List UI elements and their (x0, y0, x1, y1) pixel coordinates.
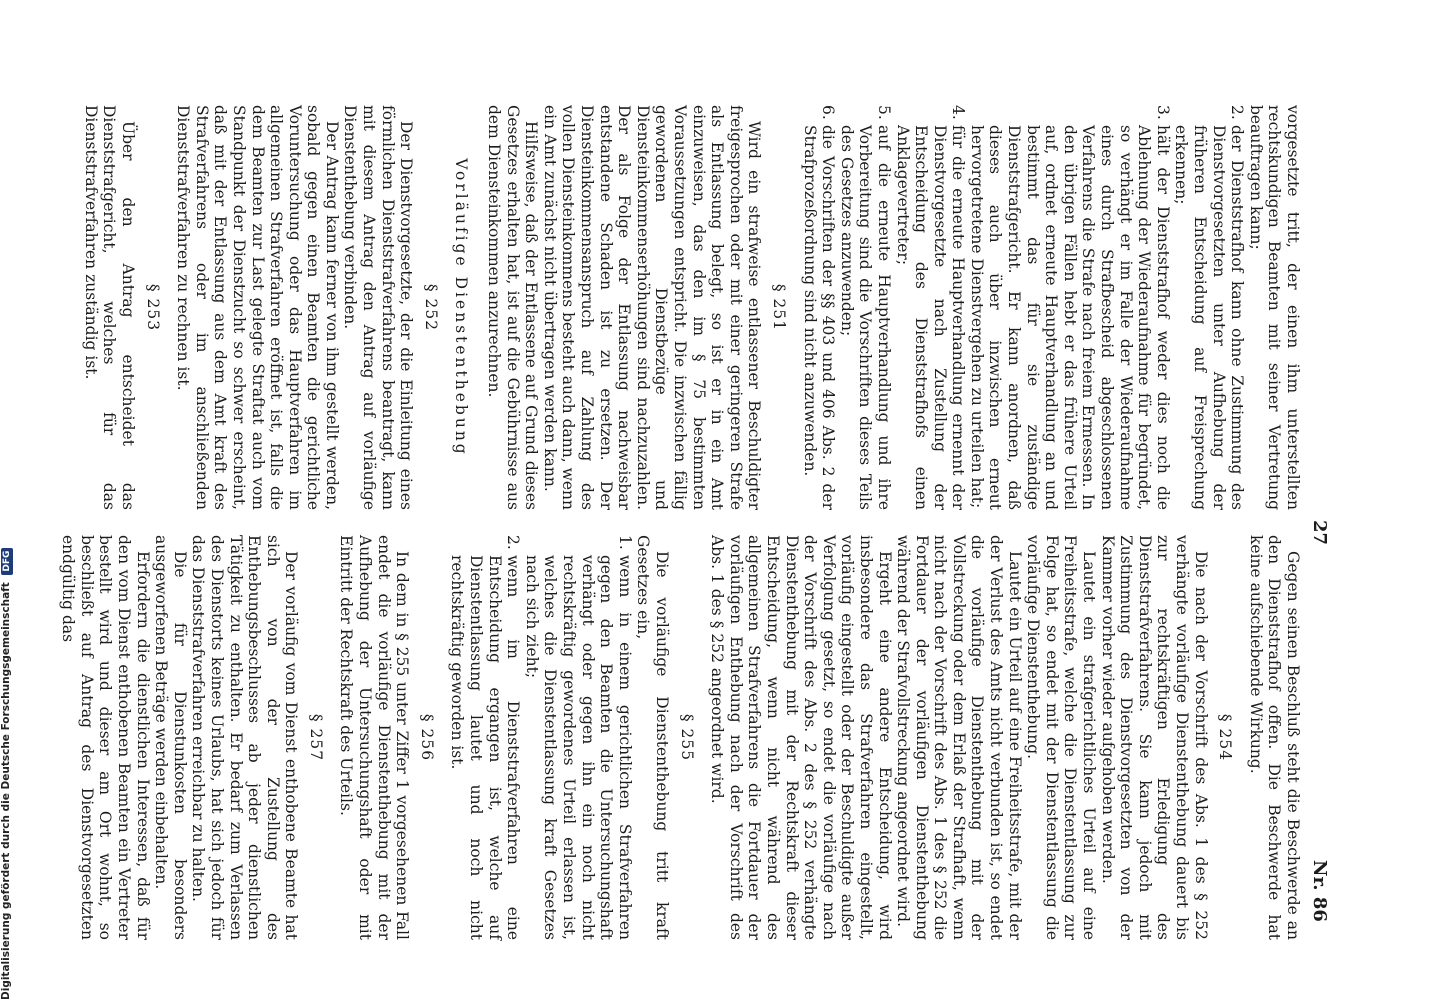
paragraph: Lautet ein Urteil auf eine Freiheitsstrafe, mit der der Verlust des Amts nicht verbunden ist, so endet die vorläufige Dienstenthebung mit der Vollstreckung oder dem Erlaß der Strafhaft, wenn nicht nach der Vorschrift des Abs. 1 des § 252 die Fortdauer der vorläufigen Dienstenthebung während der Strafvollstreckung angeordnet wird. (894, 535, 1024, 940)
right-column (59, 535, 1302, 940)
rotated-document-page (59, 90, 1330, 950)
paragraph: Die für Dienstunkosten besonders ausgeworfenen Beträge werden einbehalten. (152, 535, 189, 940)
paragraph: Der Antrag kann ferner von ihm gestellt werden, sobald gegen einen Beamten die gerichtliche Voruntersuchung oder das Hauptverfahren im allgemeinen Strafverfahren eröffnet ist, falls die dem Beamten zur Last gelegte Straftat auch vom Standpunkt der Dienstzucht so schwer erscheint, daß mit der Entlassung aus dem Amt kraft des Strafverfahrens oder im anschließenden Dienststrafverfahren zu rechnen ist. (174, 105, 341, 510)
paragraph: Gegen seinen Beschluß steht die Beschwerde an den Dienststrafhof offen. Die Beschwerde hat keine aufschiebende Wirkung. (1246, 535, 1302, 940)
digitization-credit (0, 548, 13, 1000)
paragraph: Lautet ein strafgerichtliches Urteil auf eine Freiheitsstrafe, welche die Dienstentlassung zur Folge hat, so endet mit der Dienstentlassung die vorläufige Dienstenthebung. (1024, 535, 1099, 940)
section-title: § 253 (143, 283, 162, 332)
dfg-logo-icon: DFG (1, 548, 13, 575)
section-title: § 257 (306, 713, 325, 762)
list-item: 1. wenn in einem gerichtlichen Strafverfahren gegen den Beamten die Untersuchungshaft verhängt oder gegen ihn ein noch nicht rechtskräftig gewordenes Urteil erlassen ist, welches die Dienstentlassung kraft Gesetzes nach sich zieht; (522, 535, 634, 940)
procedure-list (800, 105, 1246, 510)
paragraph: Die vorläufige Dienstenthebung tritt kraft Gesetzes ein, (634, 535, 671, 940)
issue-number: Nr. 86 (1309, 860, 1330, 922)
paragraph: Erfordern die dienstlichen Interessen, daß für den vom Dienst enthobenen Beamten ein Vertreter bestellt wird und dieser am Ort wohnt, so beschließt auf Antrag des Dienstvorgesetzten endgültig das (59, 535, 152, 940)
list-item: 2. wenn im Dienststrafverfahren eine Entscheidung ergangen ist, welche auf Dienstentlassung lautet und noch nicht rechtskräftig geworden ist. (448, 535, 523, 940)
paragraph: Wird ein strafweise entlassener Beschuldigter freigesprochen oder mit einer geringeren Strafe als Entlassung belegt, so ist er in ein Amt einzuweisen, das den im § 75 bestimmten Voraussetzungen entspricht. Die inzwischen fällig gewordenen Dienstbezüge und Diensteinkommenserhöhungen sind nachzuzahlen. Der als Folge der Entlassung nachweisbar entstandene Schaden ist zu ersetzen. Der Diensteinkommensanspruch auf Zahlung des vollen Diensteinkommens besteht auch dann, wenn ein Amt zunächst nicht übertragen werden kann. (540, 105, 764, 510)
section-title: § 254 (1216, 713, 1235, 762)
condition-list (448, 535, 634, 940)
paragraph: Ergeht eine andere Entscheidung, wird insbesondere das Strafverfahren eingestellt, vorläufig eingestellt oder der Beschuldigte außer Verfolgung gesetzt, so endet die vorläufige nach der Vorschrift des Abs. 2 des § 252 verhängte Dienstenthebung mit der Rechtskraft dieser Entscheidung, wenn nicht während des allgemeinen Strafverfahrens die Fortdauer der vorläufigen Enthebung nach der Vorschrift des Abs. 1 des § 252 angeordnet wird. (708, 535, 894, 940)
list-item: 2. der Dienststrafhof kann ohne Zustimmung des Dienstvorgesetzten unter Aufhebung der früheren Entscheidung auf Freisprechung erkennen; (1172, 105, 1247, 510)
left-column (81, 105, 1302, 510)
section-title: § 255 (677, 713, 696, 762)
list-item: 4. für die erneute Hauptverhandlung ernennt der Dienstvorgesetzte nach Zustellung der Entscheidung des Dienststrafhofs einen Anklagevertreter; (893, 105, 968, 510)
credit-text: Digitalisierung gefördert durch die Deutsche Forschungsgemeinschaft (0, 582, 12, 1000)
chapter-heading: Vorläufige Dienstenthebung (452, 158, 471, 457)
section-title: § 251 (769, 283, 788, 332)
list-item: 3. hält der Dienststrafhof weder dies noch die Ablehnung der Wiederaufnahme für begründet, so verhängt er im Falle der Wiederaufnahme eines durch Strafbescheid abgeschlossenen Verfahrens die Strafe nach freiem Ermessen. In den übrigen Fällen hebt er das frühere Urteil auf, ordnet erneute Hauptverhandlung an und bestimmt das für sie zuständige Dienststrafgericht. Er kann anordnen, daß dieses auch über inzwischen erneut hervorgetretene Dienstvergehen zu urteilen hat; (967, 105, 1172, 510)
paragraph: In dem in § 255 unter Ziffer 1 vorgesehenen Fall endet die vorläufige Dienstenthebung mit der Aufhebung der Untersuchungshaft oder mit Eintritt der Rechtskraft des Urteils. (337, 535, 412, 940)
list-item: 6. die Vorschriften der §§ 403 und 406 Abs. 2 der Strafprozeßordnung sind nicht anzuwenden. (800, 105, 838, 510)
section-title: § 252 (421, 283, 440, 332)
page-number: 27 (1309, 520, 1330, 546)
paragraph: vorgesetzte tritt, der einen ihm unterstellten rechtskundigen Beamten mit seiner Vertretung beauftragen kann; (1246, 105, 1302, 510)
paragraph: Der vorläufig vom Dienst enthobene Beamte hat sich von der Zustellung des Enthebungsbeschlusses ab jeder dienstlichen Tätigkeit zu enthalten. Er bedarf zum Verlassen des Dienstorts keines Urlaubs, hat sich jedoch für das Dienststrafverfahren erreichbar zu halten. (189, 535, 301, 940)
list-item: 5. auf die erneute Hauptverhandlung und ihre Vorbereitung sind die Vorschriften dieses Teils des Gesetzes anzuwenden; (837, 105, 893, 510)
paragraph: Hilfsweise, daß der Entlassene auf Grund dieses Gesetzes erhalten hat, ist auf die Gebührnisse aus dem Diensteinkommen anzurechnen. (485, 105, 541, 510)
paragraph: Über den Antrag entscheidet das Dienststrafgericht, welches für das Dienststrafverfahren zuständig ist. (81, 105, 137, 510)
section-title: § 256 (417, 713, 436, 762)
paragraph: Die nach der Vorschrift des Abs. 1 des § 252 verhängte vorläufige Dienstenthebung dauert bis zur rechtskräftigen Erledigung des Dienststrafverfahrens. Sie kann jedoch mit Zustimmung des Dienstvorgesetzten von der Kammer vorher wieder aufgehoben werden. (1098, 535, 1210, 940)
paragraph: Der Dienstvorgesetzte, der die Einleitung eines förmlichen Dienststrafverfahrens beantragt, kann mit diesem Antrag den Antrag auf vorläufige Dienstenthebung verbinden. (341, 105, 416, 510)
